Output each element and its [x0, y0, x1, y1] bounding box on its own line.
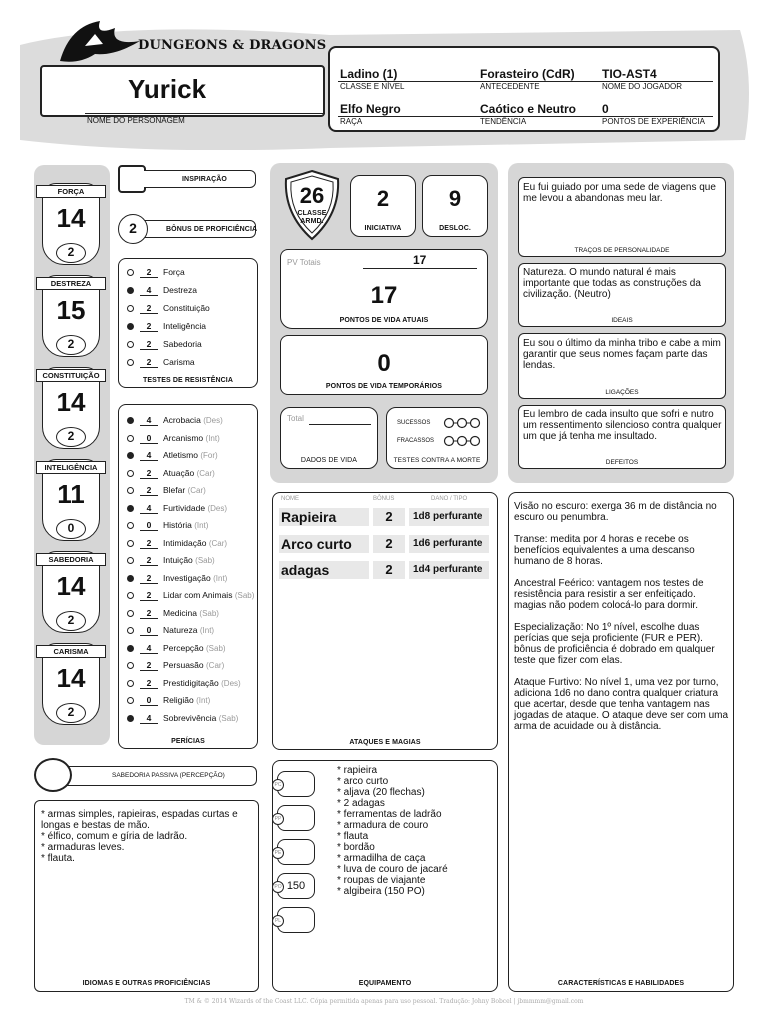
- ability-strength[interactable]: [42, 183, 100, 265]
- skill-sleight-of-hand[interactable]: 2 Prestidigitação (Des): [127, 678, 241, 689]
- skill-stealth[interactable]: 4 Furtividade (Des): [127, 503, 227, 514]
- equipment-title: EQUIPAMENTO: [358, 980, 412, 987]
- equipment-item: * flauta: [337, 831, 369, 842]
- ability-intelligence[interactable]: [42, 459, 100, 541]
- flaws-box[interactable]: [518, 405, 726, 469]
- equipment-item: * algibeira (150 PO): [337, 886, 425, 897]
- skill-history[interactable]: 0 História (Int): [127, 520, 208, 531]
- skill-arcana[interactable]: 0 Arcanismo (Int): [127, 433, 220, 444]
- personality-traits-text: Eu fui guiado por uma sede de viagens que me levou a abandonas meu lar.: [523, 182, 716, 204]
- attack-row[interactable]: [279, 535, 493, 553]
- hp-max-line: [363, 268, 477, 269]
- ability-constitution[interactable]: [42, 367, 100, 449]
- ability-name: FORÇA: [36, 185, 106, 198]
- ideals-text: Natureza. O mundo natural é mais importante que todas as construções da civilização. (Neutro): [523, 267, 701, 300]
- proficiency-bonus-value: 2: [118, 214, 148, 244]
- ability-modifier: 2: [56, 427, 86, 447]
- attack-bonus: 2: [373, 561, 405, 579]
- speed-value: 9: [448, 186, 462, 211]
- proficiency-dot[interactable]: [127, 359, 134, 366]
- feature-paragraph: Ancestral Feérico: vantagem nos testes de resistência para resistir a ser enfeitiçado. magias não podem colocá-lo para dormir.: [514, 578, 704, 611]
- skill-acrobatics[interactable]: 4 Acrobacia (Des): [127, 415, 223, 426]
- equipment-panel: [272, 760, 498, 992]
- proficiency-line: * armaduras leves.: [41, 842, 125, 853]
- proficiencies-text: [41, 809, 256, 864]
- death-saves-box[interactable]: [386, 407, 488, 469]
- footer: TM & © 2014 Wizards of the Coast LLC. Cópia permitida apenas para uso pessoal. Tradução: Johny Bobcel | jbmmmm@gmail.com: [184, 998, 584, 1005]
- flaws-label: DEFEITOS: [605, 459, 639, 466]
- attack-bonus: 2: [373, 535, 405, 553]
- death-fail-circles[interactable]: [443, 435, 481, 447]
- class-level[interactable]: Ladino (1): [340, 67, 398, 81]
- passive-wisdom-box[interactable]: [34, 758, 259, 792]
- ability-modifier: 2: [56, 243, 86, 263]
- ability-name: CONSTITUIÇÃO: [36, 369, 106, 382]
- skill-nature[interactable]: 0 Natureza (Int): [127, 625, 214, 636]
- hit-dice-total-line: [309, 424, 371, 425]
- armor-class-label-1: CLASSE: [297, 210, 327, 217]
- personality-panel: [508, 163, 734, 483]
- speed-box[interactable]: [422, 175, 488, 237]
- speed-label: DESLOC.: [439, 225, 471, 232]
- saving-throw-constitution[interactable]: 2 Constituição: [127, 303, 210, 314]
- skill-performance[interactable]: 2 Atuação (Car): [127, 468, 215, 479]
- saving-throw-charisma[interactable]: 2 Carisma: [127, 357, 195, 368]
- skill-animal-handling[interactable]: 2 Lidar com Animais (Sab): [127, 590, 254, 601]
- skill-athletics[interactable]: 4 Atletismo (For): [127, 450, 218, 461]
- equipment-item: * bordão: [337, 842, 375, 853]
- ability-modifier: 2: [56, 703, 86, 723]
- player-name[interactable]: TIO-AST4: [602, 67, 657, 81]
- ability-dexterity[interactable]: [42, 275, 100, 357]
- header: [0, 0, 768, 160]
- attack-row[interactable]: [279, 508, 493, 526]
- skill-insight[interactable]: 2 Intuição (Sab): [127, 555, 215, 566]
- attack-name: Arco curto: [279, 535, 369, 553]
- proficiency-dot[interactable]: [127, 269, 134, 276]
- player-name-label: NOME DO JOGADOR: [602, 82, 683, 91]
- death-success-label: SUCESSOS: [397, 420, 431, 426]
- class-level-label: CLASSE E NÍVEL: [340, 82, 405, 91]
- equipment-item: * armadura de couro: [337, 820, 429, 831]
- equipment-item: * aljava (20 flechas): [337, 787, 425, 798]
- features-text: [514, 501, 730, 732]
- attack-damage: 1d6 perfurante: [409, 535, 489, 553]
- temp-hp-box[interactable]: [280, 335, 488, 395]
- saving-throws-list: [127, 267, 255, 377]
- skills-title: PERÍCIAS: [171, 738, 205, 745]
- skill-persuasion[interactable]: 2 Persuasão (Car): [127, 660, 224, 671]
- saving-throw-strength[interactable]: 2 Força: [127, 267, 185, 278]
- race-label: RAÇA: [340, 117, 363, 126]
- proficiencies-title: IDIOMAS E OUTRAS PROFICIÊNCIAS: [82, 980, 211, 987]
- skill-religion[interactable]: 0 Religião (Int): [127, 695, 210, 706]
- saving-throws-title: TESTES DE RESISTÊNCIA: [142, 377, 233, 384]
- features-title: CARACTERÍSTICAS E HABILIDADES: [557, 980, 685, 987]
- equipment-item: * armadilha de caça: [337, 853, 426, 864]
- equipment-item: * roupas de viajante: [337, 875, 426, 886]
- hp-current-value: 17: [370, 282, 398, 309]
- initiative-box[interactable]: [350, 175, 416, 237]
- coin-pp[interactable]: PL: [277, 907, 315, 933]
- death-saves-label: TESTES CONTRA A MORTE: [393, 457, 481, 464]
- proficiency-line: * flauta.: [41, 853, 75, 864]
- hp-max-label: PV Totais: [287, 258, 321, 267]
- ability-modifier: 0: [56, 519, 86, 539]
- proficiency-dot[interactable]: [127, 323, 134, 330]
- equipment-item: * luva de couro de jacaré: [337, 864, 448, 875]
- passive-wisdom-label: SABEDORIA PASSIVA (PERCEPÇÃO): [112, 772, 225, 779]
- ability-score: 14: [56, 571, 86, 601]
- saving-throw-intelligence[interactable]: 2 Inteligência: [127, 321, 206, 332]
- combat-panel: [270, 163, 498, 483]
- coin-sp[interactable]: PP: [277, 805, 315, 831]
- equipment-list: [337, 765, 497, 897]
- proficiency-dot[interactable]: [127, 341, 134, 348]
- ability-modifier: 2: [56, 335, 86, 355]
- proficiency-dot[interactable]: [127, 305, 134, 312]
- attack-damage: 1d4 perfurante: [409, 561, 489, 579]
- attacks-title: ATAQUES E MAGIAS: [349, 739, 421, 746]
- skill-survival[interactable]: 4 Sobrevivência (Sab): [127, 713, 238, 724]
- equipment-item: * ferramentas de ladrão: [337, 809, 442, 820]
- hit-dice-box[interactable]: [280, 407, 378, 469]
- hp-temp-label: PONTOS DE VIDA TEMPORÁRIOS: [325, 383, 443, 390]
- proficiency-dot[interactable]: [127, 287, 134, 294]
- attack-damage: 1d8 perfurante: [409, 508, 489, 526]
- skill-deception[interactable]: 2 Blefar (Car): [127, 485, 206, 496]
- ability-column: [34, 165, 110, 745]
- hp-max-value[interactable]: 17: [413, 253, 427, 267]
- saving-throw-wisdom[interactable]: 2 Sabedoria: [127, 339, 202, 350]
- proficiency-line: * armas simples, rapieiras, espadas curtas e longas e bestas de mão.: [41, 809, 238, 831]
- col-damage-header: DANO / TIPO: [431, 496, 468, 502]
- ability-wisdom[interactable]: [42, 551, 100, 633]
- background[interactable]: Forasteiro (CdR): [480, 67, 575, 81]
- flaws-text: Eu lembro de cada insulto que sofri e nutro um ressentimento silencioso contra qualquer um que já tenha me insultado.: [523, 409, 722, 442]
- character-name-label: NOME DO PERSONAGEM: [87, 116, 185, 125]
- coin-gp[interactable]: PO 150: [277, 873, 315, 899]
- logo-text: DUNGEONS & DRAGONS: [138, 38, 327, 53]
- skills-list: [127, 415, 257, 731]
- saving-throws-panel: [118, 258, 258, 388]
- ability-name: CARISMA: [36, 645, 106, 658]
- inspiration-box[interactable]: [118, 165, 258, 193]
- initiative-label: INICIATIVA: [364, 225, 402, 232]
- bonds-label: LIGAÇÕES: [605, 389, 639, 396]
- equipment-item: * rapieira: [337, 765, 378, 776]
- death-success-circles[interactable]: [443, 417, 481, 429]
- xp[interactable]: 0: [602, 102, 609, 116]
- current-hp-box[interactable]: [280, 249, 488, 329]
- armor-class-value[interactable]: 26: [299, 183, 325, 208]
- feature-paragraph: Ataque Furtivo: No nível 1, uma vez por turno, adiciona 1d6 no dano contra qualquer criatura que acertar, desde que tenha vantagem nas jogadas de ataque. O ataque deve ser com uma arma de acuidade ou à distância.: [514, 677, 729, 732]
- ability-name: DESTREZA: [36, 277, 106, 290]
- passive-wisdom-value: [34, 758, 72, 792]
- ability-name: SABEDORIA: [36, 553, 106, 566]
- name-line: [85, 113, 325, 114]
- xp-label: PONTOS DE EXPERIÊNCIA: [602, 117, 705, 126]
- personality-traits-box[interactable]: [518, 177, 726, 257]
- ability-score: 11: [57, 479, 85, 509]
- hp-temp-value: 0: [377, 350, 391, 377]
- ability-score: 15: [56, 295, 86, 325]
- ability-modifier: 2: [56, 611, 86, 631]
- death-fail-label: FRACASSOS: [397, 438, 435, 444]
- skill-intimidation[interactable]: 2 Intimidação (Car): [127, 538, 227, 549]
- background-label: ANTECEDENTE: [480, 82, 540, 91]
- skill-investigation[interactable]: 2 Investigação (Int): [127, 573, 227, 584]
- feature-paragraph: Especialização: No 1º nível, escolhe duas perícias que seja proficiente (FUR e PER). bônus de proficiência é dobrado em qualquer teste que fizer com elas.: [514, 622, 715, 666]
- attack-row[interactable]: [279, 561, 493, 579]
- ability-score: 14: [56, 387, 86, 417]
- ideals-box[interactable]: [518, 263, 726, 327]
- attack-name: adagas: [279, 561, 369, 579]
- character-name[interactable]: Yurick: [128, 74, 207, 104]
- initiative-value: 2: [376, 186, 390, 211]
- ideals-label: IDEAIS: [611, 317, 633, 324]
- col-bonus-header: BÔNUS: [373, 496, 395, 502]
- feature-paragraph: Transe: medita por 4 horas e recebe os benefícios equivalentes a uma descanso humano de 8 horas.: [514, 534, 695, 567]
- attacks-panel: [272, 492, 498, 750]
- race[interactable]: Elfo Negro: [340, 102, 401, 116]
- equipment-item: * 2 adagas: [337, 798, 385, 809]
- inspiration-label: INSPIRAÇÃO: [182, 176, 227, 183]
- hit-dice-total-label: Total: [287, 414, 304, 423]
- proficiency-bonus-label: BÔNUS DE PROFICIÊNCIA: [166, 226, 258, 233]
- proficiency-line: * élfico, comum e gíria de ladrão.: [41, 831, 188, 842]
- equipment-item: * arco curto: [337, 776, 389, 787]
- ability-charisma[interactable]: [42, 643, 100, 725]
- skill-perception[interactable]: 4 Percepção (Sab): [127, 643, 226, 654]
- bonds-text: Eu sou o último da minha tribo e cabe a mim garantir que seus nomes façam parte das lendas.: [523, 338, 721, 371]
- col-name-header: NOME: [281, 496, 299, 502]
- bonds-box[interactable]: [518, 333, 726, 399]
- ability-name: INTELIGÊNCIA: [36, 461, 106, 474]
- dragon-icon: [55, 16, 145, 66]
- ability-score: 14: [56, 663, 86, 693]
- ability-score: 14: [56, 203, 86, 233]
- alignment-label: TENDÊNCIA: [480, 117, 527, 126]
- armor-class-label-2: ARMD.: [300, 218, 324, 225]
- attack-name: Rapieira: [279, 508, 369, 526]
- feature-paragraph: Visão no escuro: exerga 36 m de distância no escuro ou penumbra.: [514, 501, 717, 523]
- attack-bonus: 2: [373, 508, 405, 526]
- hit-dice-label: DADOS DE VIDA: [300, 457, 358, 464]
- coin-ep[interactable]: PE: [277, 839, 315, 865]
- skills-panel: [118, 404, 258, 749]
- personality-traits-label: TRAÇOS DE PERSONALIDADE: [574, 247, 670, 254]
- alignment[interactable]: Caótico e Neutro: [480, 102, 577, 116]
- proficiency-bonus-box[interactable]: [118, 214, 258, 244]
- coin-cp[interactable]: PC: [277, 771, 315, 797]
- hp-current-label: PONTOS DE VIDA ATUAIS: [339, 317, 429, 324]
- skill-medicine[interactable]: 2 Medicina (Sab): [127, 608, 219, 619]
- saving-throw-dexterity[interactable]: 4 Destreza: [127, 285, 197, 296]
- features-panel: [508, 492, 734, 992]
- proficiencies-panel: [34, 800, 259, 992]
